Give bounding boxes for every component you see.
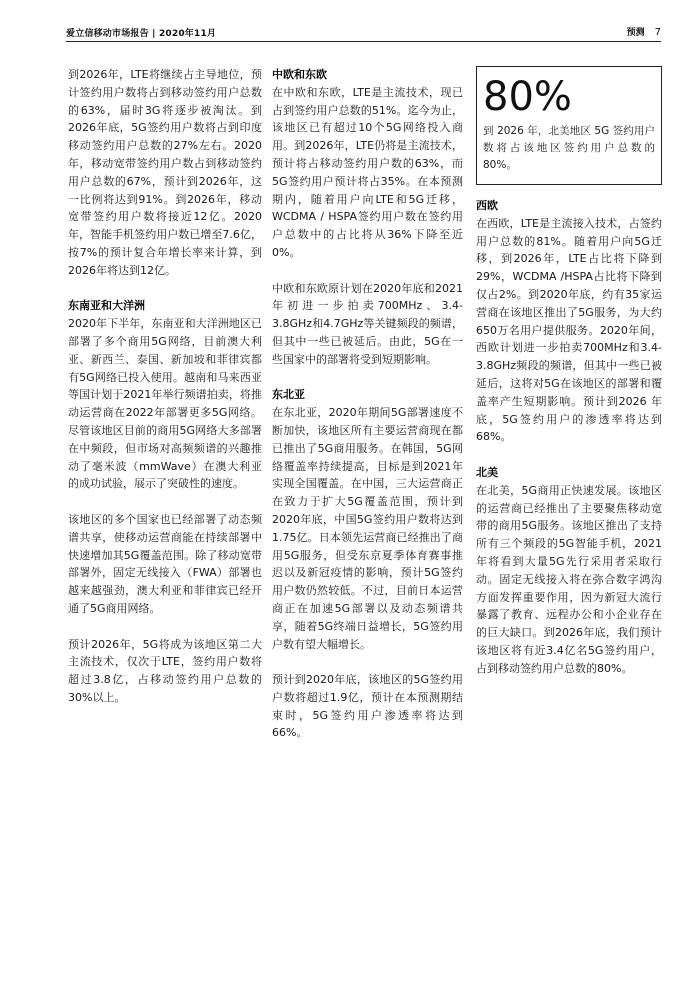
callout-text: 到 2026 年，北美地区 5G 签约用户数将占该地区签约用户总数的 80%。 — [483, 125, 655, 171]
sea-paragraph-1: 2020年下半年，东南亚和大洋洲地区已部署了多个商用5G网络，目前澳大利亚、新西兰、泰国、新加坡和菲律宾都有5G网络已投入使用。越南和马来西亚等国计划于2021年举行频谱拍卖，将推动运营商在2022年部署更多5G网络。尽管该地区目前的商用5G网络大多部署在中频段，但市场对高频频谱的兴趣推动了毫米波（mmWave）在澳大利亚的成功试验，展示了突破性的速度。 — [68, 317, 262, 491]
western-europe-heading: 西欧 — [476, 199, 498, 212]
cee-heading: 中欧和东欧 — [272, 68, 327, 81]
stat-callout-box — [476, 66, 662, 185]
india-paragraph: 到2026年，LTE将继续占主导地位，预计签约用户数将占到移动签约用户总数的63%，届时3G将逐步被淘汰。到2026年底，5G签约用户数将占到印度移动签约用户总数的27%左右。2020年，移动宽带签约用户数占到移动签约用户总数的67%，预计到2026年，这一比例将达到91%。到2026年，移动宽带签约用户数将接近12亿。2020年，智能手机签约用户数已增至7.6亿，按7%的预计复合年增长率来计算，到2026年将达到12亿。 — [68, 68, 262, 277]
section-label — [627, 25, 661, 38]
sea-paragraph-3: 预计2026年，5G将成为该地区第二大主流技术，仅次于LTE，签约用户数将超过3.8亿，占移动签约用户总数的30%以上。 — [68, 637, 262, 704]
column-2 — [272, 66, 463, 742]
page-header — [0, 0, 699, 42]
cee-paragraph-1: 在中欧和东欧，LTE是主流技术，现已占到签约用户总数的51%。迄今为止，该地区已有超过10个5G网络投入商用。到2026年，LTE仍将是主流技术，预计将占移动签约用户数的63%，而5G签约用户预计将占35%。在本预测期内，随着用户向LTE和5G迁移，WCDMA / HSPA签约用户数在签约用户总数中的占比将从36%下降至近0%。 — [272, 85, 463, 259]
na-paragraph: 在北美，5G商用正快速发展。该地区的运营商已经推出了主要聚焦移动宽带的商用5G服务。该地区推出了支持所有三个频段的5G智能手机，2021年将看到大量5G先行采用者采取行动。固定无线接入将在弥合数字鸿沟方面发挥重要作用，因为新冠大流行暴露了教育、远程办公和小企业存在的巨大缺口。到2026年底，我们预计该地区将有近3.4亿名5G签约用户，占到移动签约用户总数的80%。 — [476, 483, 662, 675]
section-name: 预测 — [626, 28, 645, 38]
we-paragraph: 在西欧，LTE是主流接入技术，占签约用户总数的81%。随着用户向5G迁移，到2026年，LTE占比将下降到 29%，WCDMA /HSPA占比将下降到仅占2%。到2020年底，约有35家运营商在该地区推出了5G服务，为大约650万名用户提供服务。2020年间，西欧计划进一步拍卖700MHz和3.4-3.8GHz频段的频谱，但其中一些已被延后，这将对5G在该地区的部署和覆盖率产生短期影响。预计到2026 年底，5G签约用户的渗透率将达到68%。 — [476, 216, 662, 444]
callout-number: 80% — [483, 74, 572, 120]
header-divider — [66, 41, 661, 42]
column-1 — [68, 66, 262, 707]
north-america-heading: 北美 — [476, 465, 498, 479]
report-title: 爱立信移动市场报告 | 2020年11月 — [66, 29, 217, 39]
northeast-asia-heading: 东北亚 — [272, 388, 305, 402]
sea-oceania-heading: 东南亚和大洋洲 — [68, 299, 145, 313]
sea-paragraph-2: 该地区的多个国家也已经部署了动态频谱共享，使移动运营商能在持续部署中快速增加其5G覆盖范围。除了移动宽带部署外，固定无线接入（FWA）部署也越来越强劲，澳大利亚和菲律宾已经开通了5G商用网络。 — [68, 512, 262, 615]
cee-paragraph-2: 中欧和东欧原计划在2020年底和2021年初进一步拍卖700MHz、3.4-3.8GHz和4.7GHz等关键频段的频谱，但其中一些已被延后。由此，5G在一些国家中的部署将受到短期影响。 — [272, 281, 463, 366]
nea-paragraph-1: 在东北亚，2020年期间5G部署速度不断加快，该地区所有主要运营商现在都已推出了5G商用服务。在韩国，5G网络覆盖率持续提高，目标是到2021年实现全国覆盖。在中国，三大运营商正在致力于扩大5G覆盖范围，预计到2020年底，中国5G签约用户数将达到1.75亿。日本领先运营商已经推出了商用5G服务，但受东京夏季体育赛事推迟以及新冠疫情的影响，预计5G签约用户数仍然较低。不过，目前日本运营商正在加速5G部署以及动态频谱共享，随着5G终端日益增长，5G签约用户数有望大幅增长。 — [272, 406, 463, 651]
nea-paragraph-2: 预计到2020年底，该地区的5G签约用户数将超过1.9亿，预计在本预测期结束时，5G签约用户渗透率将达到66%。 — [272, 673, 463, 740]
column-3 — [476, 66, 662, 678]
page-number: 7 — [654, 27, 661, 38]
